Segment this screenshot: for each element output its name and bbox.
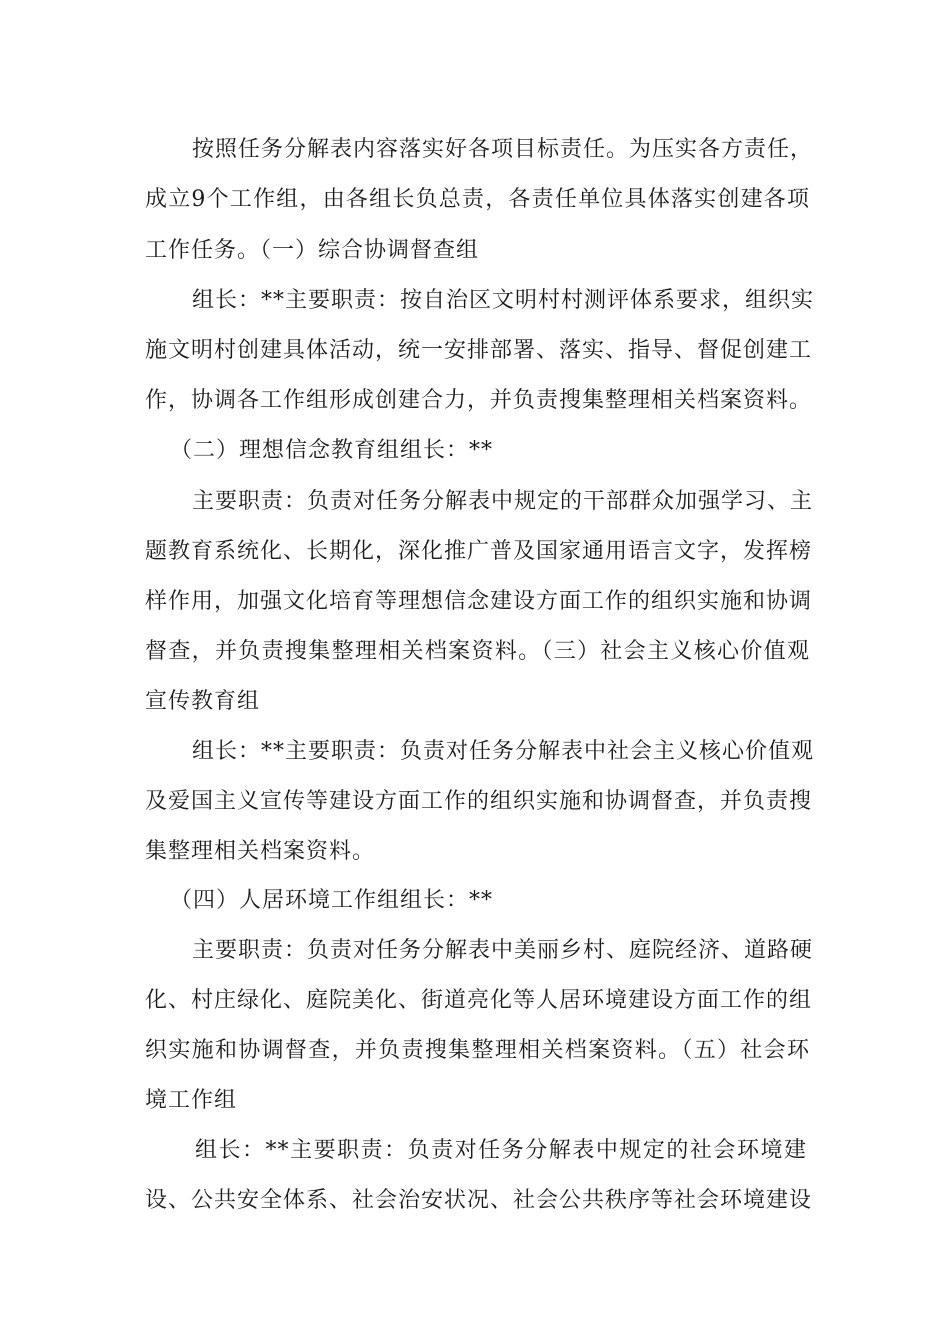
- paragraph-line: 集整理相关档案资料。: [145, 839, 376, 864]
- paragraph-line: 织实施和协调督查，并负责搜集整理相关档案资料。（五）社会环: [145, 1038, 810, 1063]
- paragraph-line: 按照任务分解表内容落实好各项目标责任。为压实各方责任，: [192, 137, 814, 162]
- paragraph-line: 主要职责：负责对任务分解表中规定的干部群众加强学习、主: [192, 489, 814, 514]
- paragraph-line: 化、村庄绿化、庭院美化、街道亮化等人居环境建设方面工作的组: [145, 988, 813, 1013]
- paragraph-line: 成立9个工作组，由各组长负总责，各责任单位具体落实创建各项: [145, 187, 810, 212]
- paragraph-line: 工作任务。（一）综合协调督查组: [145, 238, 480, 263]
- paragraph-line: 设、公共安全体系、社会治安状况、社会公共秩序等社会环境建设: [145, 1188, 813, 1213]
- paragraph-line: 题教育系统化、长期化，深化推广普及国家通用语言文字，发挥榜: [145, 539, 813, 564]
- paragraph-line: 组长：**主要职责：负责对任务分解表中社会主义核心价值观: [192, 739, 815, 764]
- paragraph-line: 宣传教育组: [145, 689, 261, 714]
- paragraph-line: 督查，并负责搜集整理相关档案资料。（三）社会主义核心价值观: [145, 639, 810, 664]
- paragraph-line: 样作用，加强文化培育等理想信念建设方面工作的组织实施和协调: [145, 589, 813, 614]
- paragraph-line: 及爱国主义宣传等建设方面工作的组织实施和协调督查，并负责搜: [145, 789, 813, 814]
- section-heading-line: （四）人居环境工作组组长：**: [170, 888, 494, 913]
- paragraph-line: 境工作组: [145, 1088, 238, 1113]
- paragraph-line: 组长：**主要职责：负责对任务分解表中规定的社会环境建: [195, 1138, 807, 1163]
- paragraph-line: 作，协调各工作组形成创建合力，并负责搜集整理相关档案资料。: [145, 388, 813, 413]
- paragraph-line: 组长：**主要职责：按自治区文明村村测评体系要求，组织实: [192, 288, 815, 313]
- section-heading-line: （二）理想信念教育组组长：**: [170, 438, 494, 463]
- paragraph-line: 主要职责：负责对任务分解表中美丽乡村、庭院经济、道路硬: [192, 938, 814, 963]
- paragraph-line: 施文明村创建具体活动，统一安排部署、落实、指导、督促创建工: [145, 338, 813, 363]
